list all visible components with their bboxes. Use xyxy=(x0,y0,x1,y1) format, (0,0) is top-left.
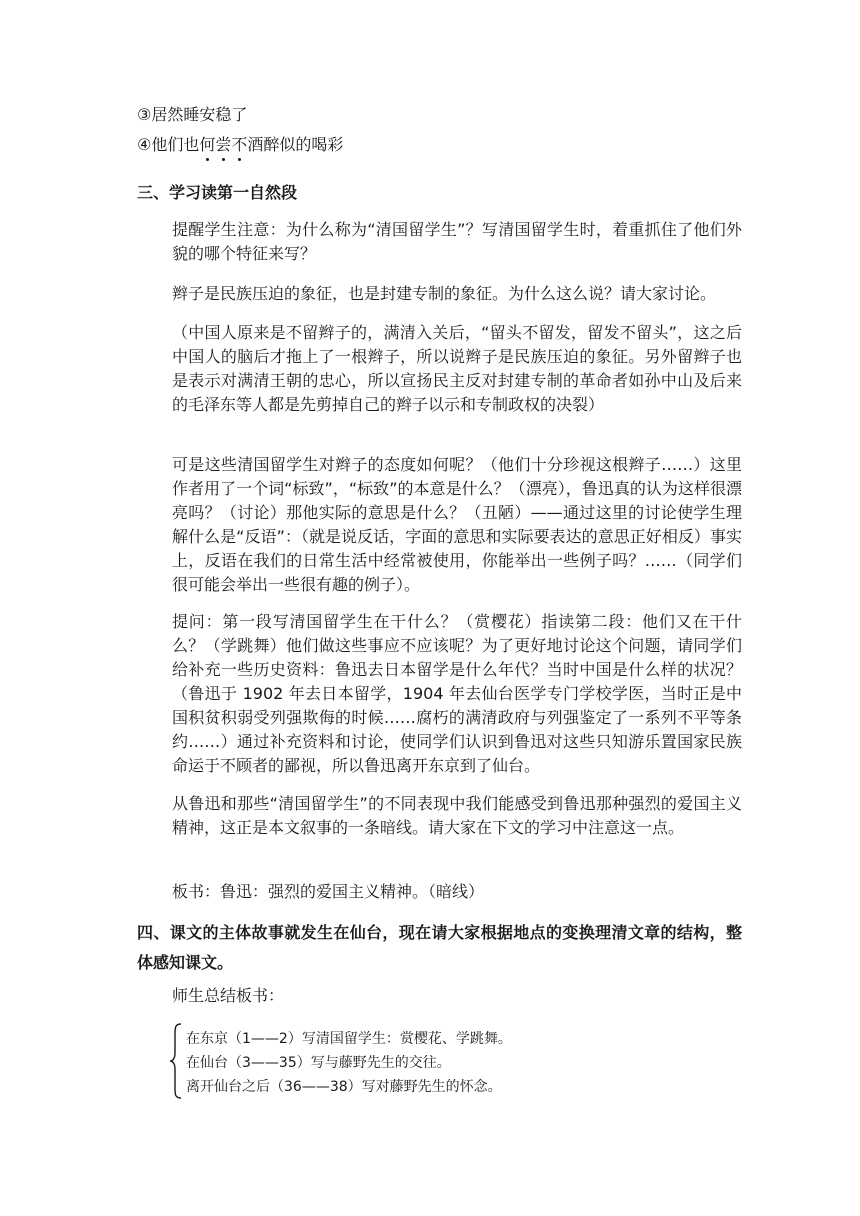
board-item-sendai: 在仙台（3——35）写与藤野先生的交往。 xyxy=(186,1055,451,1071)
list-item-4-prefix: ④他们也 xyxy=(137,135,200,154)
emphasis-dot-char: 尝 xyxy=(215,132,231,155)
section-3-paragraph-1: 提醒学生注意：为什么称为“清国留学生”？写清国留学生时，着重抓住了他们外貌的哪个特征来写？ xyxy=(172,220,742,263)
section-4-paragraph-1: 师生总结板书： xyxy=(172,986,285,1005)
section-3-paragraph-4: 可是这些清国留学生对辫子的态度如何呢？（他们十分珍视这根辫子……）这里作者用了一个词“标致”，“标致”的本意是什么？（漂亮），鲁迅真的认为这样很漂亮吗？（讨论）那他实际的意思是什么？（丑陋）——通过这里的讨论使学生理解什么是“反语”：（就是说反话，字面的意思和实际要表达的意思正好相反）事实上，反语在我们的日常生活中经常被使用，你能举出一些例子吗？……（同学们很可能会举出一些很有趣的例子）。 xyxy=(172,455,742,594)
emphasis-dot-char: 何 xyxy=(199,132,215,155)
section-3-heading: 三、学习读第一自然段 xyxy=(137,183,298,202)
list-item-4 xyxy=(137,132,343,155)
list-item-4-dotted xyxy=(199,135,247,154)
section-4-heading: 四、课文的主体故事就发生在仙台，现在请大家根据地点的变换理清文章的结构，整体感知课文。 xyxy=(137,923,742,972)
section-3-paragraph-3: （中国人原来是不留辫子的，满清入关后，“留头不留发，留发不留头”，这之后中国人的脑后才拖上了一根辫子，所以说辫子是民族压迫的象征。另外留辫子也是表示对满清王朝的忠心，所以宣扬民主反对封建专制的革命者如孙中山及后来的毛泽东等人都是先剪掉自己的辫子以示和专制政权的决裂） xyxy=(172,323,742,414)
curly-brace-icon xyxy=(168,1022,184,1100)
board-item-tokyo: 在东京（1——2）写清国留学生：赏樱花、学跳舞。 xyxy=(186,1031,512,1047)
section-3-paragraph-2: 辫子是民族压迫的象征，也是封建专制的象征。为什么这么说？请大家讨论。 xyxy=(172,284,717,303)
list-item-4-suffix: 酒醉似的喝彩 xyxy=(247,135,344,154)
emphasis-dot-char: 不 xyxy=(231,132,247,155)
section-3-paragraph-5: 提问：第一段写清国留学生在干什么？（赏樱花）指读第二段：他们又在干什么？（学跳舞）他们做这些事应不应该呢？为了更好地讨论这个问题，请同学们给补充一些历史资料：鲁迅去日本留学是什么年代？当时中国是什么样的状况？（鲁迅于 1902 年去日本留学，1904 年去仙台医学专门学校学医，当时正是中国积贫积弱受列强欺侮的时候……腐朽的满清政府与列强鉴定了一系列不平等条约……）通过补充资料和讨论，使同学们认识到鲁迅对这些只知游乐置国家民族命运于不顾者的鄙视，所以鲁迅离开东京到了仙台。 xyxy=(172,612,742,775)
section-3-paragraph-6: 从鲁迅和那些“清国留学生”的不同表现中我们能感受到鲁迅那种强烈的爱国主义精神，这正是本文叙事的一条暗线。请大家在下文的学习中注意这一点。 xyxy=(172,794,742,837)
board-summary xyxy=(168,1022,588,1102)
section-3-board-note: 板书：鲁迅：强烈的爱国主义精神。（暗线） xyxy=(172,882,485,901)
list-item-3: ③居然睡安稳了 xyxy=(137,105,248,124)
board-item-after-sendai: 离开仙台之后（36——38）写对藤野先生的怀念。 xyxy=(186,1079,502,1095)
